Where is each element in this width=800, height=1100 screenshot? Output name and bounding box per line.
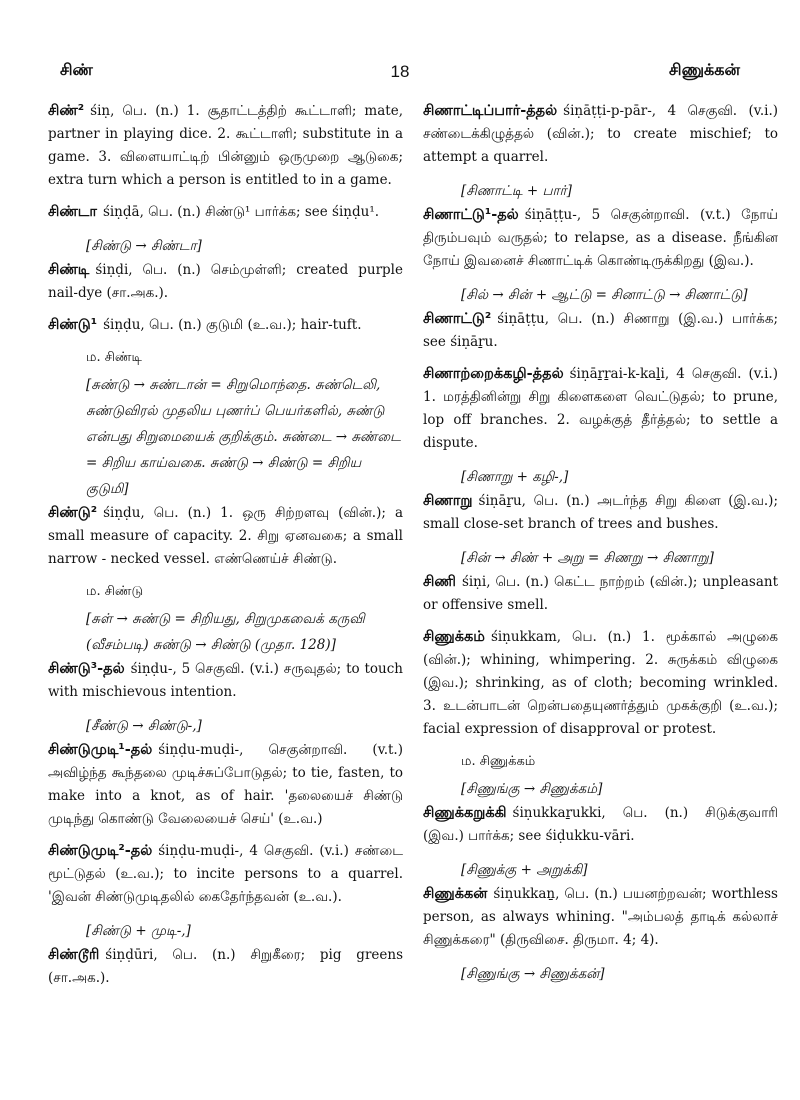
left-column	[48, 100, 403, 999]
entry-headword: சிணுக்கன்	[423, 886, 488, 902]
entry-body	[48, 840, 403, 909]
etymology: [சிணுக்கு + அறுக்கி]	[461, 862, 588, 878]
entry-headword: சிணுக்கறுக்கி	[423, 805, 507, 821]
entry-headword: சிண்டுமுடி¹-தல்	[48, 742, 153, 758]
entry-body	[48, 658, 403, 704]
etymology: [சுண்டு → சுண்டான் = சிறுமொந்தை. சுண்டெலி, சுண்டுவிரல் முதலிய புணர்ப் பெயர்களில், சுண்டு என்பது சிறுமையைக் குறிக்கும். சுண்டை → சுண்டை = சிறிய காய்வகை. சுண்டு → சிண்டு = சிறிய குடுமி]	[86, 377, 401, 497]
page-number: 18	[390, 62, 410, 81]
entry-body	[48, 259, 403, 305]
dictionary-entry	[48, 840, 403, 944]
entry-headword: சிணி	[423, 574, 456, 590]
dictionary-entry	[48, 100, 403, 192]
dictionary-entry	[423, 308, 778, 354]
entry-body	[423, 363, 778, 455]
entry-definition: śiṇ, பெ. (n.) 1. சூதாட்டத்திற் கூட்டாளி; mate, partner in playing dice. 2. கூட்டாளி; substitute in a game. 3. விளையாட்டிற் பின்னும் ஒருமுறை ஆடுகை; extra turn which a person is entitled to in a game.	[48, 103, 403, 188]
entry-definition: śiṇukkaṟukki, பெ. (n.) சிடுக்குவாரி (இவ.) பார்க்க; see śiḍukku-vāri.	[423, 805, 778, 844]
entry-definition: śiṇḍi, பெ. (n.) செம்முள்ளி; created purple nail-dye (சா.அக.).	[48, 262, 403, 301]
dictionary-entry	[423, 883, 778, 987]
cognate-note: ம. சிண்டி	[86, 350, 142, 365]
dictionary-entry	[48, 201, 403, 259]
entry-definition: śiṇi, பெ. (n.) கெட்ட நாற்றம் (வின்.); unpleasant or offensive smell.	[423, 574, 778, 613]
entry-headword: சிண்டு¹	[48, 317, 98, 333]
entry-body	[423, 626, 778, 741]
entry-body	[48, 314, 403, 337]
dictionary-entry	[423, 802, 778, 883]
entry-definition: śiṇḍu-, 5 செகுவி. (v.i.) சருவுதல்; to touch with mischievous intention.	[48, 661, 403, 700]
entry-body	[48, 100, 403, 192]
entry-headword: சிணாட்டு¹-தல்	[423, 207, 519, 223]
entry-headword: சிணாட்டிப்பார்-த்தல்	[423, 103, 558, 119]
entry-body	[423, 883, 778, 952]
entry-body	[423, 802, 778, 848]
entry-definition: śiṇāṭṭi-p-pār-, 4 செகுவி. (v.i.) சண்டைக்கிழுத்தல் (வின்.); to create mischief; to attempt a quarrel.	[423, 103, 778, 165]
dictionary-entry	[48, 739, 403, 831]
entry-headword: சிண்டு³-தல்	[48, 661, 125, 677]
etymology: [சிண்டு → சிண்டா]	[86, 238, 202, 254]
etymology: [சுள் → சுண்டு = சிறியது, சிறுமுகவைக் கருவி (வீசம்படி) சுண்டு → சிண்டு (முதா. 128)]	[86, 611, 365, 653]
entry-body	[423, 308, 778, 354]
entry-body	[423, 100, 778, 169]
dictionary-entry	[423, 363, 778, 490]
entry-definition: śiṇḍu, பெ. (n.) குடுமி (உ.வ.); hair-tuft.	[103, 317, 362, 333]
entry-body	[48, 944, 403, 990]
entry-headword: சிணாட்டு²	[423, 311, 492, 327]
etymology: [சிணாட்டி + பார்]	[461, 183, 572, 199]
entry-definition: śiṇḍā, பெ. (n.) சிண்டு¹ பார்க்க; see śiṇḍu¹.	[102, 204, 380, 220]
entry-definition: śiṇḍūri, பெ. (n.) சிறுகீரை; pig greens (சா.அக.).	[48, 947, 403, 986]
etymology: [சிணுங்கு → சிணுக்கன்]	[461, 966, 605, 982]
cognate-note: ம. சிண்டு	[86, 584, 144, 599]
etymology: [சின் → சிண் + அறு = சிணறு → சிணாறு]	[461, 550, 714, 566]
entry-headword: சிணாறு	[423, 493, 473, 509]
entry-definition: śiṇḍu-muḍi-, 4 செகுவி. (v.i.) சண்டை மூட்டுதல் (உ.வ.); to incite persons to a quarrel. 'இவன் சிண்டுமுடிதலில் கைதேர்ந்தவன் (உ.வ.).	[48, 843, 403, 905]
entry-definition: śiṇukkaṉ, பெ. (n.) பயனற்றவன்; worthless person, as always whining. "அம்பலத் தாடிக் கல்லாச் சிணுக்கரை" (திருவிசை. திருமா. 4; 4).	[423, 886, 778, 948]
entry-definition: śiṇāṭṭu-, 5 செகுன்றாவி. (v.t.) நோய் திரும்பவும் வருதல்; to relapse, as a disease. நீங்கின நோய் இவனைச் சிணாட்டிக் கொண்டிருக்கிறது (இவ.).	[423, 207, 778, 269]
dictionary-entry	[48, 658, 403, 739]
entry-body	[423, 571, 778, 617]
dictionary-entry	[48, 944, 403, 990]
entry-headword: சிணாற்றைக்கழி-த்தல்	[423, 366, 564, 382]
dictionary-entry	[48, 502, 403, 658]
entry-definition: śiṇukkam, பெ. (n.) 1. மூக்கால் அழுகை (வின்.); whining, whimpering. 2. சுருக்கம் விழுகை (இவ.); shrinking, as of cloth; becoming wrinkled. 3. உடன்பாடன் றென்பதையுணர்த்தும் முகக்குறி (உ.வ.); facial expression of disapproval or protest.	[423, 629, 778, 737]
header-left-guideword: சிண்	[60, 60, 93, 79]
entry-body	[48, 502, 403, 571]
dictionary-entry	[48, 259, 403, 305]
entry-definition: śiṇḍu-muḍi-, செகுன்றாவி. (v.t.) அவிழ்ந்த கூந்தலை முடிச்சுப்போடுதல்; to tie, fasten, to make into a knot, as of hair. 'தலையைச் சிண்டு முடிந்து கொண்டு வேலையைச் செய்' (உ.வ.)	[48, 742, 403, 827]
entry-headword: சிண்டுமுடி²-தல்	[48, 843, 153, 859]
entry-headword: சிண்டு²	[48, 505, 98, 521]
dictionary-entry	[423, 626, 778, 802]
entry-headword: சிண்டா	[48, 204, 97, 220]
right-column	[423, 100, 778, 987]
entry-definition: śiṇāṟu, பெ. (n.) அடர்ந்த சிறு கிளை (இ.வ.); small close-set branch of trees and bushes.	[423, 493, 778, 532]
etymology: [சிணுங்கு → சிணுக்கம்]	[461, 781, 603, 797]
entry-body	[48, 739, 403, 831]
dictionary-entry	[48, 314, 403, 502]
entry-body	[423, 204, 778, 273]
dictionary-entry	[423, 490, 778, 571]
dictionary-entry	[423, 100, 778, 204]
entry-headword: சிண்டி	[48, 262, 90, 278]
cognate-note: ம. சிணுக்கம்	[461, 754, 536, 769]
etymology: [சில் → சின் + ஆட்டு = சினாட்டு → சிணாட்டு]	[461, 287, 748, 303]
etymology: [சிணாறு + கழி-,]	[461, 469, 569, 485]
page-header	[0, 60, 800, 86]
entry-definition: śiṇḍu, பெ. (n.) 1. ஒரு சிற்றளவு (வின்.); a small measure of capacity. 2. சிறு ஏனவகை; a small narrow - necked vessel. எண்ணெய்ச் சிண்டு.	[48, 505, 403, 567]
dictionary-entry	[423, 571, 778, 617]
entry-headword: சிண்டூரி	[48, 947, 100, 963]
dictionary-entry	[423, 204, 778, 308]
entry-definition: śiṇāṭṭu, பெ. (n.) சிணாறு (இ.வ.) பார்க்க; see śiṇāṟu.	[423, 311, 778, 350]
etymology: [சிண்டு + முடி-,]	[86, 923, 191, 939]
entry-definition: śiṇāṟṟai-k-kaḻi, 4 செகுவி. (v.i.) 1. மரத்தினின்று சிறு கிளைகளை வெட்டுதல்; to prune, lop off branches. 2. வழக்குத் தீர்த்தல்; to settle a dispute.	[423, 366, 778, 451]
entry-headword: சிணுக்கம்	[423, 629, 485, 645]
entry-body	[48, 201, 403, 224]
entry-headword: சிண்²	[48, 103, 85, 119]
header-right-guideword: சிணுக்கன்	[669, 60, 740, 79]
entry-body	[423, 490, 778, 536]
etymology: [சீண்டு → சிண்டு-,]	[86, 718, 202, 734]
